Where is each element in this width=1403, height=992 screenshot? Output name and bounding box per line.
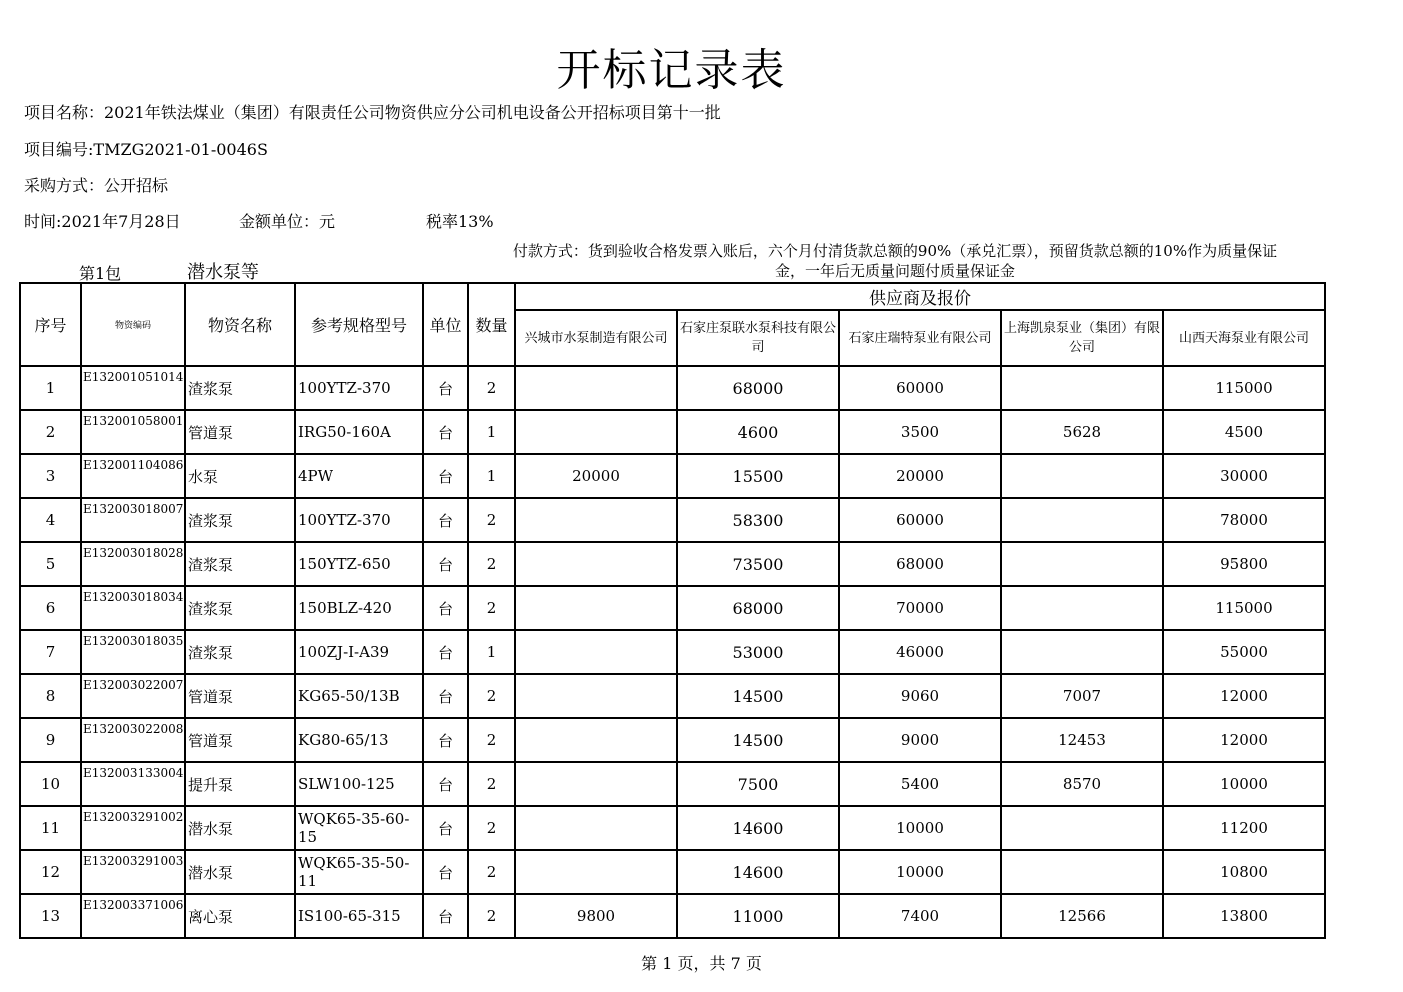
cell-unit: 台: [423, 498, 468, 542]
time-unit-tax-line: [24, 209, 494, 232]
supplier-header: 上海凯泉泵业（集团）有限公司: [1001, 310, 1163, 366]
cell-name: 渣浆泵: [185, 542, 295, 586]
cell-spec: 100ZJ-I-A39: [295, 630, 423, 674]
cell-seq: 9: [20, 718, 81, 762]
cell-name: 潜水泵: [185, 850, 295, 894]
cell-code: E132001051014: [81, 366, 185, 410]
project-name: 项目名称：2021年铁法煤业（集团）有限责任公司物资供应分公司机电设备公开招标项目第十一批: [24, 103, 721, 122]
table-row: [20, 498, 1325, 542]
cell-price: [1001, 366, 1163, 410]
cell-seq: 10: [20, 762, 81, 806]
cell-spec: WQK65-35-50-11: [295, 850, 423, 894]
cell-qty: 2: [468, 762, 515, 806]
cell-qty: 2: [468, 806, 515, 850]
cell-price: 12000: [1163, 718, 1325, 762]
cell-spec: 100YTZ-370: [295, 366, 423, 410]
cell-price: [515, 542, 677, 586]
cell-price: 78000: [1163, 498, 1325, 542]
cell-price: [515, 586, 677, 630]
cell-qty: 2: [468, 674, 515, 718]
cell-spec: 100YTZ-370: [295, 498, 423, 542]
cell-price: [1001, 630, 1163, 674]
cell-qty: 2: [468, 718, 515, 762]
cell-unit: 台: [423, 762, 468, 806]
cell-price: 14600: [677, 850, 839, 894]
cell-seq: 11: [20, 806, 81, 850]
payment-terms-line2: 金，一年后无质量问题付质量保证金: [774, 262, 1015, 280]
cell-code: E132001104086: [81, 454, 185, 498]
table-body: [20, 366, 1325, 938]
supplier-header: 石家庄泵联水泵科技有限公司: [677, 310, 839, 366]
cell-seq: 13: [20, 894, 81, 938]
cell-qty: 2: [468, 850, 515, 894]
supplier-header: 兴城市水泵制造有限公司: [515, 310, 677, 366]
cell-price: 9000: [839, 718, 1001, 762]
cell-price: 14500: [677, 674, 839, 718]
cell-price: [515, 718, 677, 762]
cell-seq: 6: [20, 586, 81, 630]
cell-seq: 4: [20, 498, 81, 542]
supplier-header: 山西天海泵业有限公司: [1163, 310, 1325, 366]
cell-qty: 2: [468, 894, 515, 938]
cell-spec: SLW100-125: [295, 762, 423, 806]
cell-price: [1001, 586, 1163, 630]
table-row: [20, 894, 1325, 938]
cell-price: 10000: [839, 806, 1001, 850]
cell-seq: 12: [20, 850, 81, 894]
cell-name: 渣浆泵: [185, 586, 295, 630]
table-row: [20, 762, 1325, 806]
procurement-method: 采购方式：公开招标: [24, 176, 169, 195]
table-row: [20, 586, 1325, 630]
cell-price: [515, 630, 677, 674]
project-number: 项目编号:TMZG2021-01-0046S: [24, 140, 268, 159]
cell-qty: 2: [468, 498, 515, 542]
cell-unit: 台: [423, 586, 468, 630]
cell-name: 渣浆泵: [185, 498, 295, 542]
cell-spec: IS100-65-315: [295, 894, 423, 938]
table-row: [20, 630, 1325, 674]
cell-seq: 7: [20, 630, 81, 674]
cell-seq: 8: [20, 674, 81, 718]
cell-seq: 1: [20, 366, 81, 410]
cell-spec: WQK65-35-60-15: [295, 806, 423, 850]
cell-price: 60000: [839, 366, 1001, 410]
cell-qty: 2: [468, 366, 515, 410]
cell-price: [515, 850, 677, 894]
cell-code: E132003291002: [81, 806, 185, 850]
cell-spec: KG65-50/13B: [295, 674, 423, 718]
cell-price: [1001, 850, 1163, 894]
table-row: [20, 542, 1325, 586]
cell-spec: 4PW: [295, 454, 423, 498]
cell-price: 11000: [677, 894, 839, 938]
tax-rate: 税率13%: [426, 212, 494, 231]
cell-price: 20000: [515, 454, 677, 498]
cell-name: 管道泵: [185, 674, 295, 718]
payment-terms-line1: 付款方式：货到验收合格发票入账后，六个月付清货款总额的90%（承兑汇票），预留货款总额的10%作为质量保证: [512, 242, 1278, 260]
cell-price: [1001, 454, 1163, 498]
cell-price: [515, 806, 677, 850]
cell-spec: 150BLZ-420: [295, 586, 423, 630]
cell-qty: 1: [468, 410, 515, 454]
cell-unit: 台: [423, 630, 468, 674]
table-row: [20, 454, 1325, 498]
cell-qty: 2: [468, 586, 515, 630]
cell-name: 离心泵: [185, 894, 295, 938]
cell-price: 7500: [677, 762, 839, 806]
cell-price: 5628: [1001, 410, 1163, 454]
cell-price: 11200: [1163, 806, 1325, 850]
cell-spec: IRG50-160A: [295, 410, 423, 454]
cell-code: E132003291003: [81, 850, 185, 894]
cell-price: 95800: [1163, 542, 1325, 586]
header-spec: 参考规格型号: [295, 283, 423, 366]
cell-name: 水泵: [185, 454, 295, 498]
cell-price: 115000: [1163, 586, 1325, 630]
cell-seq: 2: [20, 410, 81, 454]
table-row: [20, 806, 1325, 850]
cell-code: E132003018035: [81, 630, 185, 674]
cell-code: E132003022007: [81, 674, 185, 718]
page-footer: 第 1 页，共 7 页: [641, 954, 762, 973]
table-row: [20, 674, 1325, 718]
cell-price: 10000: [839, 850, 1001, 894]
cell-price: 10000: [1163, 762, 1325, 806]
cell-price: 7400: [839, 894, 1001, 938]
cell-price: [515, 762, 677, 806]
cell-price: 55000: [1163, 630, 1325, 674]
cell-price: [515, 366, 677, 410]
cell-price: 5400: [839, 762, 1001, 806]
cell-price: 70000: [839, 586, 1001, 630]
cell-code: E132003018028: [81, 542, 185, 586]
cell-unit: 台: [423, 454, 468, 498]
cell-spec: 150YTZ-650: [295, 542, 423, 586]
cell-price: [1001, 498, 1163, 542]
cell-name: 管道泵: [185, 410, 295, 454]
cell-name: 渣浆泵: [185, 366, 295, 410]
cell-unit: 台: [423, 850, 468, 894]
header-code: 物资编码: [81, 283, 185, 366]
cell-price: 9060: [839, 674, 1001, 718]
header-suppliers-group: 供应商及报价: [515, 283, 1325, 310]
cell-code: E132003371006: [81, 894, 185, 938]
cell-seq: 5: [20, 542, 81, 586]
cell-price: 12453: [1001, 718, 1163, 762]
bid-date: 时间:2021年7月28日: [24, 212, 181, 231]
cell-price: 9800: [515, 894, 677, 938]
cell-price: 7007: [1001, 674, 1163, 718]
cell-price: 4500: [1163, 410, 1325, 454]
cell-price: 73500: [677, 542, 839, 586]
cell-code: E132001058001: [81, 410, 185, 454]
payment-terms: [470, 241, 1320, 281]
cell-unit: 台: [423, 674, 468, 718]
amount-unit: 金额单位：元: [239, 212, 336, 231]
cell-price: 15500: [677, 454, 839, 498]
cell-price: 20000: [839, 454, 1001, 498]
cell-name: 管道泵: [185, 718, 295, 762]
cell-unit: 台: [423, 542, 468, 586]
cell-price: 4600: [677, 410, 839, 454]
cell-price: 30000: [1163, 454, 1325, 498]
cell-price: 68000: [839, 542, 1001, 586]
package-name: 潜水泵等: [187, 262, 259, 283]
cell-unit: 台: [423, 718, 468, 762]
cell-code: E132003018034: [81, 586, 185, 630]
table-row: [20, 366, 1325, 410]
cell-code: E132003133004: [81, 762, 185, 806]
cell-name: 渣浆泵: [185, 630, 295, 674]
cell-spec: KG80-65/13: [295, 718, 423, 762]
bid-opening-table: [19, 282, 1326, 939]
cell-price: 60000: [839, 498, 1001, 542]
cell-unit: 台: [423, 806, 468, 850]
cell-price: 115000: [1163, 366, 1325, 410]
package-label: 第1包: [79, 264, 122, 283]
cell-price: [515, 674, 677, 718]
cell-seq: 3: [20, 454, 81, 498]
cell-price: 53000: [677, 630, 839, 674]
cell-price: 12000: [1163, 674, 1325, 718]
cell-price: 10800: [1163, 850, 1325, 894]
cell-price: 3500: [839, 410, 1001, 454]
cell-price: 14600: [677, 806, 839, 850]
cell-code: E132003018007: [81, 498, 185, 542]
document-title: 开标记录表: [556, 45, 787, 96]
cell-price: 8570: [1001, 762, 1163, 806]
header-unit: 单位: [423, 283, 468, 366]
cell-price: 13800: [1163, 894, 1325, 938]
table-row: [20, 718, 1325, 762]
cell-qty: 1: [468, 454, 515, 498]
cell-qty: 1: [468, 630, 515, 674]
table-row: [20, 410, 1325, 454]
cell-price: 14500: [677, 718, 839, 762]
cell-name: 潜水泵: [185, 806, 295, 850]
cell-unit: 台: [423, 894, 468, 938]
header-name: 物资名称: [185, 283, 295, 366]
cell-unit: 台: [423, 366, 468, 410]
header-qty: 数量: [468, 283, 515, 366]
cell-price: [1001, 806, 1163, 850]
table-row: [20, 850, 1325, 894]
supplier-header: 石家庄瑞特泵业有限公司: [839, 310, 1001, 366]
cell-code: E132003022008: [81, 718, 185, 762]
cell-price: 12566: [1001, 894, 1163, 938]
cell-price: 68000: [677, 366, 839, 410]
cell-price: [515, 410, 677, 454]
cell-qty: 2: [468, 542, 515, 586]
cell-price: 46000: [839, 630, 1001, 674]
cell-price: 68000: [677, 586, 839, 630]
cell-price: 58300: [677, 498, 839, 542]
header-seq: 序号: [20, 283, 81, 366]
cell-unit: 台: [423, 410, 468, 454]
cell-price: [515, 498, 677, 542]
cell-name: 提升泵: [185, 762, 295, 806]
cell-price: [1001, 542, 1163, 586]
